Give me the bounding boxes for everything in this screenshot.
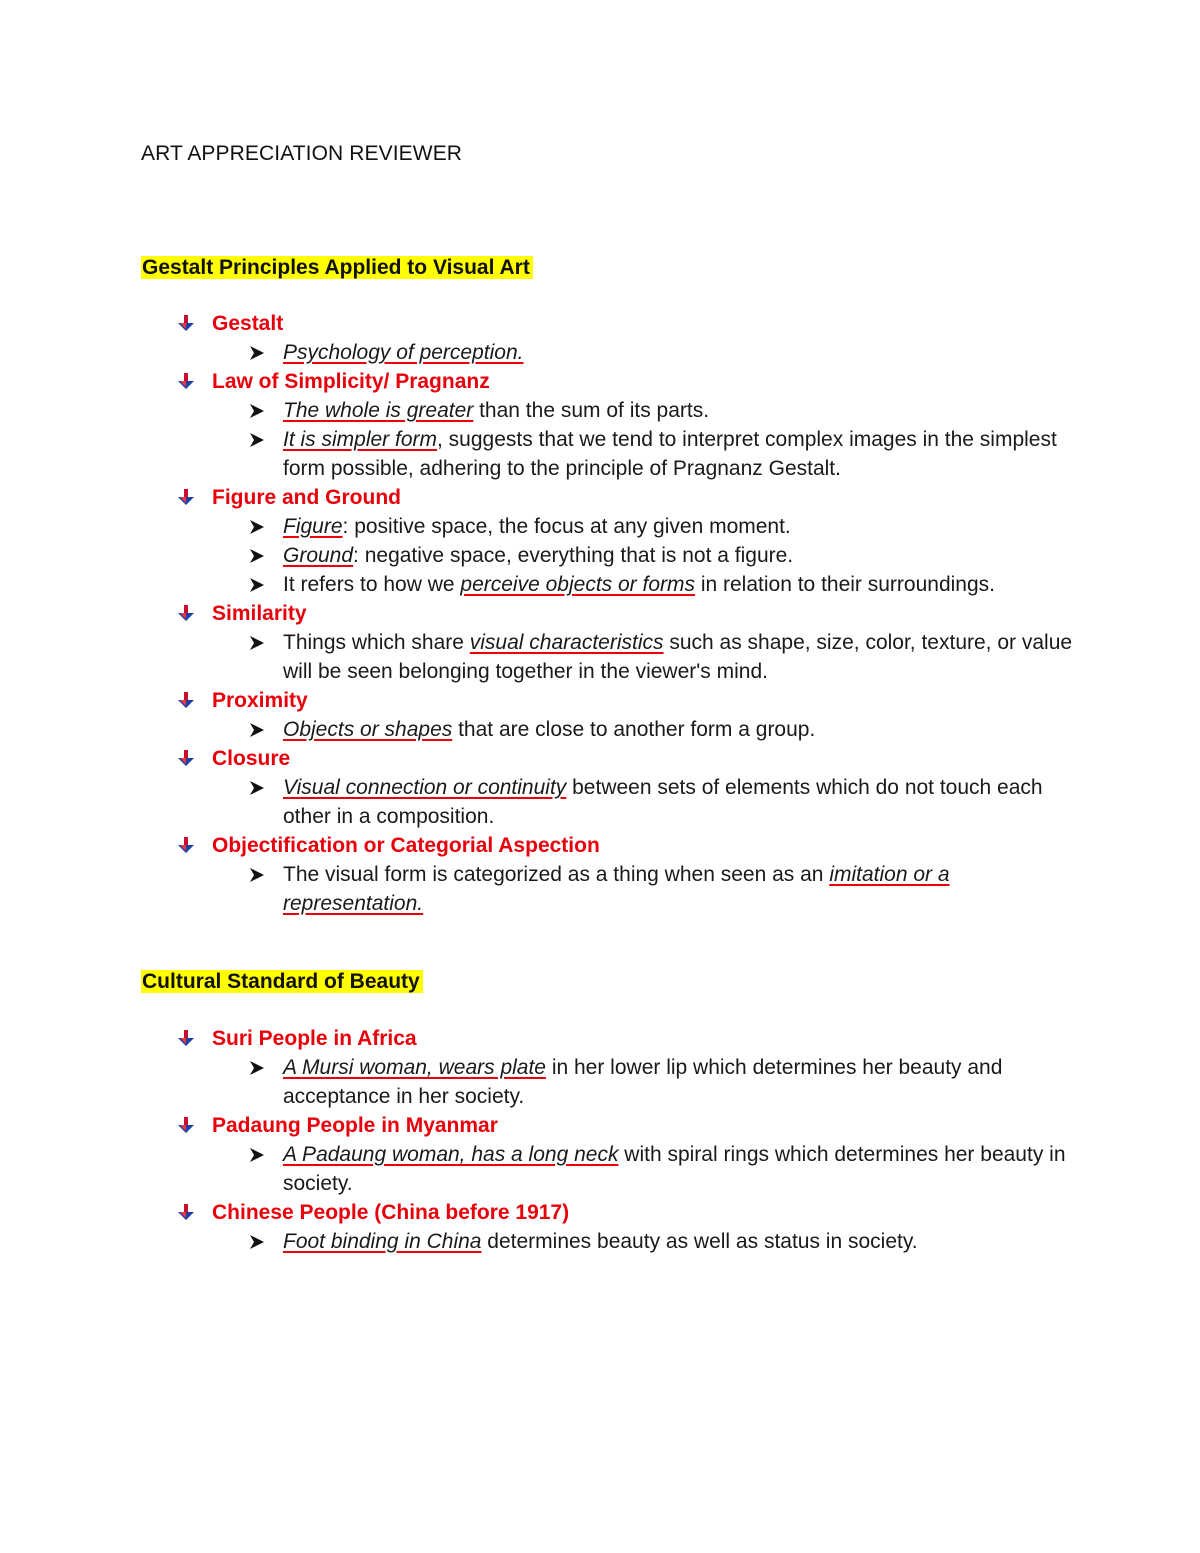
- topic-label: Figure and Ground: [212, 486, 401, 509]
- item-text: such as shape, size, color, texture, or value will be seen belonging together in the viewer's mind.: [283, 631, 1073, 683]
- item-text: : negative space, everything that is not a figure.: [353, 544, 794, 567]
- arrow-down-bullet-icon: [178, 489, 194, 505]
- list-item: [0, 1227, 1073, 1256]
- sub-list: [0, 860, 1200, 918]
- topic-label: Objectification or Categorial Aspection: [212, 834, 600, 857]
- topic-label: Proximity: [212, 689, 308, 712]
- emphasis-text: The whole is greater: [283, 399, 474, 422]
- topic-chinese-people: [0, 1198, 1200, 1256]
- emphasis-text: Objects or shapes: [283, 718, 453, 741]
- arrowhead-bullet-icon: [248, 721, 266, 739]
- topic-gestalt: [0, 309, 1200, 367]
- list-item: [0, 1140, 1073, 1198]
- sub-list: [0, 773, 1200, 831]
- topic-label: Padaung People in Myanmar: [212, 1114, 498, 1137]
- topic-label: Closure: [212, 747, 291, 770]
- topic-label: Similarity: [212, 602, 307, 625]
- arrow-down-bullet-icon: [178, 605, 194, 621]
- sub-list: [0, 338, 1200, 367]
- emphasis-text: visual characteristics: [469, 631, 664, 654]
- emphasis-text: A Padaung woman, has a long neck: [283, 1143, 619, 1166]
- topic-label: Gestalt: [212, 312, 284, 335]
- arrowhead-bullet-icon: [248, 431, 266, 449]
- section-heading-cultural-beauty: [141, 967, 423, 997]
- topic-list-gestalt: [0, 309, 1200, 918]
- arrowhead-bullet-icon: [248, 344, 266, 362]
- item-text: : positive space, the focus at any given moment.: [342, 515, 791, 538]
- list-item: [0, 860, 1073, 918]
- emphasis-text: Psychology of perception.: [283, 341, 524, 364]
- arrowhead-bullet-icon: [248, 779, 266, 797]
- emphasis-text: Visual connection or continuity: [283, 776, 567, 799]
- item-text: with spiral rings which determines her beauty in society.: [283, 1143, 1066, 1195]
- list-item: [0, 541, 1073, 570]
- list-item: [0, 512, 1073, 541]
- section-heading-text: Gestalt Principles Applied to Visual Art: [141, 256, 533, 279]
- arrowhead-bullet-icon: [248, 866, 266, 884]
- list-item: [0, 396, 1073, 425]
- sub-list: [0, 396, 1200, 483]
- emphasis-text: A Mursi woman, wears plate: [283, 1056, 546, 1079]
- topic-proximity: [0, 686, 1200, 744]
- item-text: that are close to another form a group.: [452, 718, 816, 741]
- topic-list-cultural-beauty: [0, 1024, 1200, 1256]
- item-prefix-text: It refers to how we: [283, 573, 461, 596]
- sub-list: [0, 715, 1200, 744]
- list-item: [0, 1053, 1073, 1111]
- topic-suri-people: [0, 1024, 1200, 1111]
- sub-list: [0, 1140, 1200, 1198]
- topic-law-of-simplicity: [0, 367, 1200, 483]
- list-item: [0, 570, 1073, 599]
- arrowhead-bullet-icon: [248, 518, 266, 536]
- arrow-down-bullet-icon: [178, 1030, 194, 1046]
- sub-list: [0, 628, 1200, 686]
- arrow-down-bullet-icon: [178, 315, 194, 331]
- item-prefix-text: The visual form is categorized as a thing when seen as an: [283, 863, 830, 886]
- arrow-down-bullet-icon: [178, 837, 194, 853]
- document-title: ART APPRECIATION REVIEWER: [141, 142, 463, 165]
- arrowhead-bullet-icon: [248, 402, 266, 420]
- topic-label: Chinese People (China before 1917): [212, 1201, 570, 1224]
- arrow-down-bullet-icon: [178, 750, 194, 766]
- item-text: determines beauty as well as status in society.: [481, 1230, 918, 1253]
- item-text: between sets of elements which do not touch each other in a composition.: [283, 776, 1043, 828]
- emphasis-text: Ground: [283, 544, 354, 567]
- topic-closure: [0, 744, 1200, 831]
- arrowhead-bullet-icon: [248, 634, 266, 652]
- topic-padaung-people: [0, 1111, 1200, 1198]
- arrowhead-bullet-icon: [248, 1233, 266, 1251]
- emphasis-text: Foot binding in China: [283, 1230, 482, 1253]
- item-text: in her lower lip which determines her beauty and acceptance in her society.: [283, 1056, 1003, 1108]
- topic-label: Law of Simplicity/ Pragnanz: [212, 370, 490, 393]
- item-prefix-text: Things which share: [283, 631, 470, 654]
- arrow-down-bullet-icon: [178, 692, 194, 708]
- emphasis-text: perceive objects or forms: [460, 573, 695, 596]
- list-item: [0, 338, 1073, 367]
- item-text: in relation to their surroundings.: [695, 573, 995, 596]
- sub-list: [0, 1053, 1200, 1111]
- arrow-down-bullet-icon: [178, 373, 194, 389]
- list-item: [0, 773, 1073, 831]
- topic-objectification: [0, 831, 1200, 918]
- topic-label: Suri People in Africa: [212, 1027, 417, 1050]
- topic-similarity: [0, 599, 1200, 686]
- list-item: [0, 715, 1073, 744]
- section-heading-text: Cultural Standard of Beauty: [141, 970, 423, 993]
- section-heading-gestalt: [141, 253, 533, 283]
- arrowhead-bullet-icon: [248, 1059, 266, 1077]
- sub-list: [0, 512, 1200, 599]
- arrowhead-bullet-icon: [248, 1146, 266, 1164]
- item-text: than the sum of its parts.: [473, 399, 710, 422]
- item-text: , suggests that we tend to interpret complex images in the simplest form possible, adhering to the principle of Pragnanz Gestalt.: [283, 428, 1057, 480]
- emphasis-text: It is simpler form: [283, 428, 438, 451]
- arrow-down-bullet-icon: [178, 1204, 194, 1220]
- emphasis-text: Figure: [283, 515, 343, 538]
- arrow-down-bullet-icon: [178, 1117, 194, 1133]
- sub-list: [0, 1227, 1200, 1256]
- list-item: [0, 425, 1073, 483]
- list-item: [0, 628, 1073, 686]
- topic-figure-and-ground: [0, 483, 1200, 599]
- arrowhead-bullet-icon: [248, 547, 266, 565]
- emphasis-text: imitation or a representation.: [283, 863, 950, 915]
- arrowhead-bullet-icon: [248, 576, 266, 594]
